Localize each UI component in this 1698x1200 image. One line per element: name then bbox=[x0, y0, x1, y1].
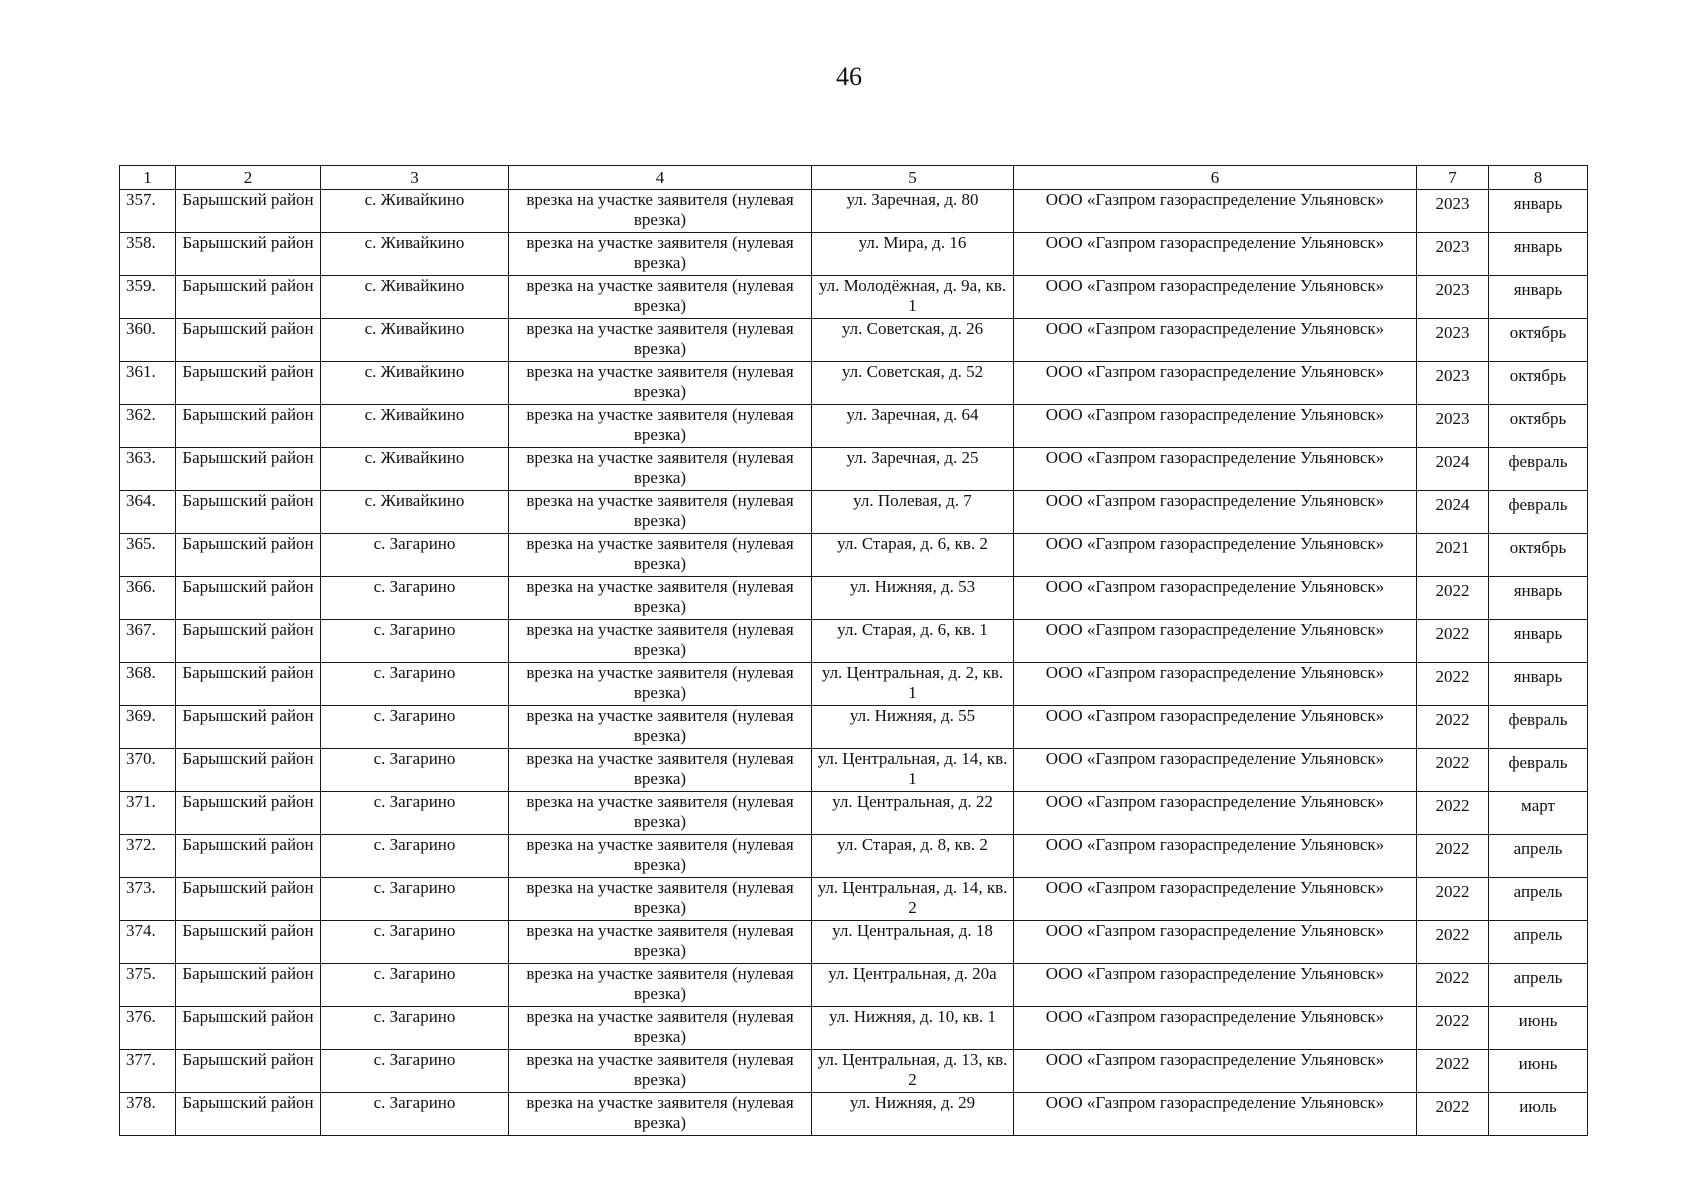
column-header-7: 7 bbox=[1417, 166, 1489, 190]
cell-organization: ООО «Газпром газораспределение Ульяновск» bbox=[1014, 534, 1417, 577]
cell-number: 358. bbox=[120, 233, 176, 276]
cell-locality: с. Загарино bbox=[321, 749, 509, 792]
cell-address: ул. Заречная, д. 64 bbox=[812, 405, 1014, 448]
cell-district: Барышский район bbox=[176, 405, 321, 448]
cell-month: февраль bbox=[1489, 448, 1588, 491]
column-header-6: 6 bbox=[1014, 166, 1417, 190]
cell-number: 365. bbox=[120, 534, 176, 577]
cell-district: Барышский район bbox=[176, 448, 321, 491]
cell-organization: ООО «Газпром газораспределение Ульяновск» bbox=[1014, 1093, 1417, 1136]
cell-address: ул. Центральная, д. 2, кв. 1 bbox=[812, 663, 1014, 706]
column-header-5: 5 bbox=[812, 166, 1014, 190]
table-row bbox=[120, 921, 1588, 964]
cell-work-type: врезка на участке заявителя (нулевая врезка) bbox=[509, 1007, 812, 1050]
cell-address: ул. Мира, д. 16 bbox=[812, 233, 1014, 276]
cell-locality: с. Живайкино bbox=[321, 448, 509, 491]
cell-locality: с. Загарино bbox=[321, 1093, 509, 1136]
cell-year: 2022 bbox=[1417, 706, 1489, 749]
column-header-8: 8 bbox=[1489, 166, 1588, 190]
cell-address: ул. Центральная, д. 20а bbox=[812, 964, 1014, 1007]
cell-year: 2022 bbox=[1417, 878, 1489, 921]
cell-locality: с. Загарино bbox=[321, 878, 509, 921]
cell-locality: с. Загарино bbox=[321, 792, 509, 835]
cell-month: октябрь bbox=[1489, 405, 1588, 448]
cell-locality: с. Живайкино bbox=[321, 319, 509, 362]
cell-district: Барышский район bbox=[176, 878, 321, 921]
cell-locality: с. Загарино bbox=[321, 835, 509, 878]
cell-number: 372. bbox=[120, 835, 176, 878]
column-header-4: 4 bbox=[509, 166, 812, 190]
cell-locality: с. Загарино bbox=[321, 663, 509, 706]
cell-district: Барышский район bbox=[176, 706, 321, 749]
cell-locality: с. Загарино bbox=[321, 964, 509, 1007]
cell-work-type: врезка на участке заявителя (нулевая врезка) bbox=[509, 878, 812, 921]
gas-connection-table bbox=[119, 165, 1588, 1136]
cell-month: февраль bbox=[1489, 749, 1588, 792]
cell-number: 368. bbox=[120, 663, 176, 706]
cell-locality: с. Загарино bbox=[321, 620, 509, 663]
cell-address: ул. Нижняя, д. 55 bbox=[812, 706, 1014, 749]
cell-district: Барышский район bbox=[176, 663, 321, 706]
cell-number: 373. bbox=[120, 878, 176, 921]
cell-work-type: врезка на участке заявителя (нулевая врезка) bbox=[509, 276, 812, 319]
cell-address: ул. Центральная, д. 14, кв. 1 bbox=[812, 749, 1014, 792]
cell-month: январь bbox=[1489, 233, 1588, 276]
cell-locality: с. Живайкино bbox=[321, 190, 509, 233]
cell-number: 363. bbox=[120, 448, 176, 491]
table-row bbox=[120, 1007, 1588, 1050]
cell-month: апрель bbox=[1489, 921, 1588, 964]
cell-month: октябрь bbox=[1489, 319, 1588, 362]
cell-organization: ООО «Газпром газораспределение Ульяновск» bbox=[1014, 921, 1417, 964]
header-row bbox=[120, 166, 1588, 190]
table-row bbox=[120, 362, 1588, 405]
cell-organization: ООО «Газпром газораспределение Ульяновск» bbox=[1014, 362, 1417, 405]
cell-number: 361. bbox=[120, 362, 176, 405]
cell-district: Барышский район bbox=[176, 835, 321, 878]
column-header-1: 1 bbox=[120, 166, 176, 190]
cell-district: Барышский район bbox=[176, 491, 321, 534]
cell-district: Барышский район bbox=[176, 534, 321, 577]
table-row bbox=[120, 964, 1588, 1007]
cell-year: 2022 bbox=[1417, 1093, 1489, 1136]
table-row bbox=[120, 448, 1588, 491]
cell-organization: ООО «Газпром газораспределение Ульяновск» bbox=[1014, 319, 1417, 362]
cell-address: ул. Советская, д. 52 bbox=[812, 362, 1014, 405]
cell-address: ул. Старая, д. 6, кв. 2 bbox=[812, 534, 1014, 577]
cell-district: Барышский район bbox=[176, 620, 321, 663]
cell-year: 2023 bbox=[1417, 319, 1489, 362]
cell-work-type: врезка на участке заявителя (нулевая врезка) bbox=[509, 233, 812, 276]
cell-number: 360. bbox=[120, 319, 176, 362]
cell-organization: ООО «Газпром газораспределение Ульяновск» bbox=[1014, 1007, 1417, 1050]
cell-address: ул. Нижняя, д. 53 bbox=[812, 577, 1014, 620]
cell-work-type: врезка на участке заявителя (нулевая врезка) bbox=[509, 1050, 812, 1093]
cell-district: Барышский район bbox=[176, 577, 321, 620]
cell-organization: ООО «Газпром газораспределение Ульяновск» bbox=[1014, 878, 1417, 921]
cell-year: 2021 bbox=[1417, 534, 1489, 577]
cell-number: 367. bbox=[120, 620, 176, 663]
cell-month: июль bbox=[1489, 1093, 1588, 1136]
cell-work-type: врезка на участке заявителя (нулевая врезка) bbox=[509, 190, 812, 233]
cell-number: 370. bbox=[120, 749, 176, 792]
cell-work-type: врезка на участке заявителя (нулевая врезка) bbox=[509, 921, 812, 964]
cell-address: ул. Заречная, д. 25 bbox=[812, 448, 1014, 491]
cell-work-type: врезка на участке заявителя (нулевая врезка) bbox=[509, 620, 812, 663]
cell-district: Барышский район bbox=[176, 964, 321, 1007]
cell-locality: с. Загарино bbox=[321, 706, 509, 749]
cell-month: апрель bbox=[1489, 964, 1588, 1007]
cell-month: март bbox=[1489, 792, 1588, 835]
cell-work-type: врезка на участке заявителя (нулевая врезка) bbox=[509, 964, 812, 1007]
cell-work-type: врезка на участке заявителя (нулевая врезка) bbox=[509, 448, 812, 491]
cell-address: ул. Советская, д. 26 bbox=[812, 319, 1014, 362]
table-row bbox=[120, 878, 1588, 921]
cell-year: 2023 bbox=[1417, 233, 1489, 276]
cell-locality: с. Живайкино bbox=[321, 362, 509, 405]
cell-address: ул. Центральная, д. 18 bbox=[812, 921, 1014, 964]
cell-locality: с. Живайкино bbox=[321, 491, 509, 534]
cell-month: октябрь bbox=[1489, 362, 1588, 405]
cell-year: 2022 bbox=[1417, 792, 1489, 835]
cell-work-type: врезка на участке заявителя (нулевая врезка) bbox=[509, 319, 812, 362]
cell-locality: с. Загарино bbox=[321, 534, 509, 577]
cell-address: ул. Центральная, д. 13, кв. 2 bbox=[812, 1050, 1014, 1093]
cell-year: 2024 bbox=[1417, 491, 1489, 534]
page-number: 46 bbox=[836, 62, 862, 91]
cell-address: ул. Центральная, д. 14, кв. 2 bbox=[812, 878, 1014, 921]
cell-number: 371. bbox=[120, 792, 176, 835]
cell-number: 359. bbox=[120, 276, 176, 319]
cell-organization: ООО «Газпром газораспределение Ульяновск» bbox=[1014, 190, 1417, 233]
cell-address: ул. Заречная, д. 80 bbox=[812, 190, 1014, 233]
cell-locality: с. Загарино bbox=[321, 577, 509, 620]
cell-district: Барышский район bbox=[176, 1093, 321, 1136]
cell-organization: ООО «Газпром газораспределение Ульяновск» bbox=[1014, 233, 1417, 276]
table-row bbox=[120, 491, 1588, 534]
cell-year: 2022 bbox=[1417, 964, 1489, 1007]
cell-district: Барышский район bbox=[176, 1050, 321, 1093]
cell-locality: с. Живайкино bbox=[321, 233, 509, 276]
cell-year: 2022 bbox=[1417, 577, 1489, 620]
cell-month: октябрь bbox=[1489, 534, 1588, 577]
cell-district: Барышский район bbox=[176, 792, 321, 835]
cell-locality: с. Загарино bbox=[321, 1007, 509, 1050]
cell-year: 2022 bbox=[1417, 1050, 1489, 1093]
table-row bbox=[120, 319, 1588, 362]
table-row bbox=[120, 534, 1588, 577]
cell-year: 2022 bbox=[1417, 749, 1489, 792]
column-header-3: 3 bbox=[321, 166, 509, 190]
cell-year: 2022 bbox=[1417, 921, 1489, 964]
cell-organization: ООО «Газпром газораспределение Ульяновск» bbox=[1014, 405, 1417, 448]
cell-organization: ООО «Газпром газораспределение Ульяновск» bbox=[1014, 1050, 1417, 1093]
cell-district: Барышский район bbox=[176, 319, 321, 362]
cell-number: 378. bbox=[120, 1093, 176, 1136]
cell-address: ул. Старая, д. 8, кв. 2 bbox=[812, 835, 1014, 878]
cell-month: февраль bbox=[1489, 706, 1588, 749]
cell-year: 2023 bbox=[1417, 276, 1489, 319]
table-row bbox=[120, 620, 1588, 663]
cell-month: январь bbox=[1489, 276, 1588, 319]
table-container bbox=[119, 165, 1587, 1136]
cell-address: ул. Нижняя, д. 10, кв. 1 bbox=[812, 1007, 1014, 1050]
cell-month: январь bbox=[1489, 190, 1588, 233]
table-row bbox=[120, 706, 1588, 749]
cell-address: ул. Старая, д. 6, кв. 1 bbox=[812, 620, 1014, 663]
cell-year: 2023 bbox=[1417, 190, 1489, 233]
table-row bbox=[120, 792, 1588, 835]
cell-number: 375. bbox=[120, 964, 176, 1007]
table-row bbox=[120, 405, 1588, 448]
cell-number: 374. bbox=[120, 921, 176, 964]
cell-locality: с. Живайкино bbox=[321, 276, 509, 319]
cell-organization: ООО «Газпром газораспределение Ульяновск» bbox=[1014, 663, 1417, 706]
table-row bbox=[120, 1093, 1588, 1136]
table-row bbox=[120, 233, 1588, 276]
cell-year: 2022 bbox=[1417, 663, 1489, 706]
cell-year: 2023 bbox=[1417, 405, 1489, 448]
cell-number: 369. bbox=[120, 706, 176, 749]
cell-organization: ООО «Газпром газораспределение Ульяновск» bbox=[1014, 792, 1417, 835]
cell-district: Барышский район bbox=[176, 190, 321, 233]
cell-work-type: врезка на участке заявителя (нулевая врезка) bbox=[509, 663, 812, 706]
cell-district: Барышский район bbox=[176, 233, 321, 276]
cell-address: ул. Молодёжная, д. 9а, кв. 1 bbox=[812, 276, 1014, 319]
cell-work-type: врезка на участке заявителя (нулевая врезка) bbox=[509, 1093, 812, 1136]
cell-month: январь bbox=[1489, 663, 1588, 706]
cell-work-type: врезка на участке заявителя (нулевая врезка) bbox=[509, 577, 812, 620]
cell-address: ул. Центральная, д. 22 bbox=[812, 792, 1014, 835]
cell-month: июнь bbox=[1489, 1050, 1588, 1093]
cell-month: апрель bbox=[1489, 835, 1588, 878]
cell-district: Барышский район bbox=[176, 1007, 321, 1050]
cell-month: февраль bbox=[1489, 491, 1588, 534]
table-row bbox=[120, 577, 1588, 620]
cell-organization: ООО «Газпром газораспределение Ульяновск» bbox=[1014, 276, 1417, 319]
cell-work-type: врезка на участке заявителя (нулевая врезка) bbox=[509, 706, 812, 749]
cell-month: апрель bbox=[1489, 878, 1588, 921]
cell-month: январь bbox=[1489, 620, 1588, 663]
cell-organization: ООО «Газпром газораспределение Ульяновск» bbox=[1014, 749, 1417, 792]
cell-organization: ООО «Газпром газораспределение Ульяновск» bbox=[1014, 620, 1417, 663]
table-row bbox=[120, 1050, 1588, 1093]
cell-month: июнь bbox=[1489, 1007, 1588, 1050]
cell-work-type: врезка на участке заявителя (нулевая врезка) bbox=[509, 792, 812, 835]
cell-work-type: врезка на участке заявителя (нулевая врезка) bbox=[509, 835, 812, 878]
cell-organization: ООО «Газпром газораспределение Ульяновск» bbox=[1014, 964, 1417, 1007]
cell-work-type: врезка на участке заявителя (нулевая врезка) bbox=[509, 362, 812, 405]
table-row bbox=[120, 190, 1588, 233]
column-header-2: 2 bbox=[176, 166, 321, 190]
table-row bbox=[120, 749, 1588, 792]
cell-year: 2023 bbox=[1417, 362, 1489, 405]
cell-year: 2022 bbox=[1417, 1007, 1489, 1050]
cell-year: 2022 bbox=[1417, 620, 1489, 663]
table-body bbox=[120, 190, 1588, 1136]
cell-number: 376. bbox=[120, 1007, 176, 1050]
cell-locality: с. Загарино bbox=[321, 921, 509, 964]
cell-organization: ООО «Газпром газораспределение Ульяновск» bbox=[1014, 577, 1417, 620]
cell-district: Барышский район bbox=[176, 921, 321, 964]
cell-address: ул. Нижняя, д. 29 bbox=[812, 1093, 1014, 1136]
table-row bbox=[120, 276, 1588, 319]
cell-work-type: врезка на участке заявителя (нулевая врезка) bbox=[509, 491, 812, 534]
cell-year: 2022 bbox=[1417, 835, 1489, 878]
cell-number: 362. bbox=[120, 405, 176, 448]
cell-number: 366. bbox=[120, 577, 176, 620]
cell-work-type: врезка на участке заявителя (нулевая врезка) bbox=[509, 405, 812, 448]
cell-district: Барышский район bbox=[176, 749, 321, 792]
cell-work-type: врезка на участке заявителя (нулевая врезка) bbox=[509, 534, 812, 577]
cell-organization: ООО «Газпром газораспределение Ульяновск» bbox=[1014, 448, 1417, 491]
cell-organization: ООО «Газпром газораспределение Ульяновск» bbox=[1014, 706, 1417, 749]
cell-organization: ООО «Газпром газораспределение Ульяновск» bbox=[1014, 835, 1417, 878]
cell-locality: с. Загарино bbox=[321, 1050, 509, 1093]
cell-number: 357. bbox=[120, 190, 176, 233]
cell-month: январь bbox=[1489, 577, 1588, 620]
cell-district: Барышский район bbox=[176, 362, 321, 405]
table-row bbox=[120, 835, 1588, 878]
cell-number: 377. bbox=[120, 1050, 176, 1093]
cell-year: 2024 bbox=[1417, 448, 1489, 491]
cell-work-type: врезка на участке заявителя (нулевая врезка) bbox=[509, 749, 812, 792]
cell-district: Барышский район bbox=[176, 276, 321, 319]
cell-address: ул. Полевая, д. 7 bbox=[812, 491, 1014, 534]
cell-locality: с. Живайкино bbox=[321, 405, 509, 448]
cell-organization: ООО «Газпром газораспределение Ульяновск» bbox=[1014, 491, 1417, 534]
table-row bbox=[120, 663, 1588, 706]
cell-number: 364. bbox=[120, 491, 176, 534]
